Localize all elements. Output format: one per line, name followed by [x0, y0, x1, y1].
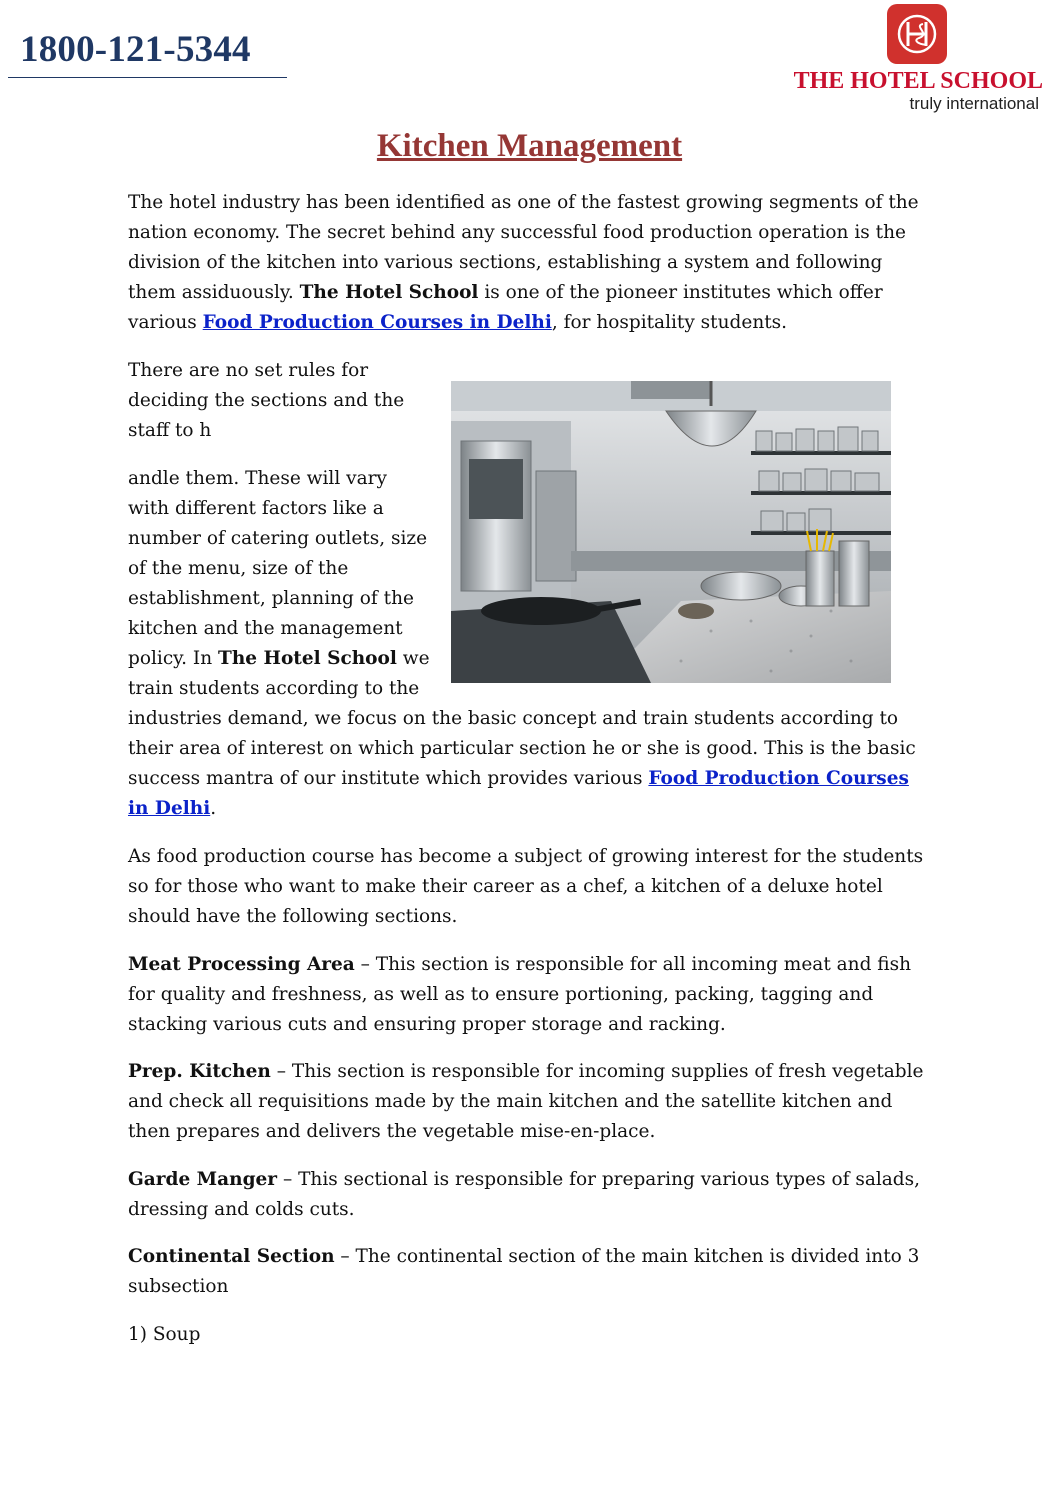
logo-emblem-icon — [887, 4, 947, 64]
float-paragraph-a: There are no set rules for deciding the sections and the staff to h — [128, 360, 405, 441]
section-heading: Meat Processing Area — [128, 954, 355, 975]
kitchen-photo — [451, 381, 891, 683]
section-heading: Prep. Kitchen — [128, 1061, 271, 1082]
bold-brand: The Hotel School — [218, 648, 397, 669]
list-item-soup: 1) Soup — [128, 1324, 201, 1345]
page-title: Kitchen Management — [376, 128, 683, 164]
section-heading: Garde Manger — [128, 1169, 278, 1190]
phone-underline — [8, 77, 287, 78]
phone-number: 1800-121-5344 — [20, 29, 251, 70]
food-production-courses-link[interactable]: Food Production Courses in Delhi — [128, 768, 909, 819]
logo-tagline: truly international — [909, 94, 1039, 113]
interest-paragraph: As food production course has become a subject of growing interest for the students so for those who want to make their career as a chef, a kitchen of a deluxe hotel should have the following sections. — [128, 846, 924, 927]
hotel-school-logo[interactable] — [780, 4, 1045, 114]
logo-name: THE HOTEL SCHOOL — [793, 68, 1043, 94]
intro-paragraph: The hotel industry has been identified as one of the fastest growing segments of the nation economy. The secret behind any successful food production operation is the division of the kitchen into various sections, establishing a system and following them assiduously. The Hotel School is one of the pioneer institutes which offer various Food Production Courses in Delhi, for hospitality students. — [128, 192, 919, 333]
section-garde-manger: Garde Manger – This sectional is responsible for preparing various types of salads, dressing and colds cuts. — [128, 1169, 921, 1220]
continuation-paragraph: industries demand, we focus on the basic concept and train students according to their area of interest on which particular section he or she is good. This is the basic success mantra of our institute which provides various Food Production Courses in Delhi. — [128, 708, 916, 819]
section-prep-kitchen: Prep. Kitchen – This section is responsible for incoming supplies of fresh vegetable and check all requisitions made by the main kitchen and the satellite kitchen and then prepares and delivers the vegetable mise-en-place. — [128, 1061, 924, 1142]
section-heading: Continental Section — [128, 1246, 335, 1267]
float-paragraph-b: andle them. These will vary with different factors like a number of catering outlets, size of the menu, size of the establishment, planning of the kitchen and the management policy. In The Hotel School we train students according to the — [128, 468, 430, 699]
section-continental: Continental Section – The continental section of the main kitchen is divided into 3 subsection — [128, 1246, 920, 1297]
bold-brand: The Hotel School — [299, 282, 479, 303]
section-meat-processing: Meat Processing Area – This section is responsible for all incoming meat and fish for quality and freshness, as well as to ensure portioning, packing, tagging and stacking various cuts and ensuring proper storage and racking. — [128, 954, 912, 1035]
food-production-courses-link[interactable]: Food Production Courses in Delhi — [202, 312, 552, 333]
